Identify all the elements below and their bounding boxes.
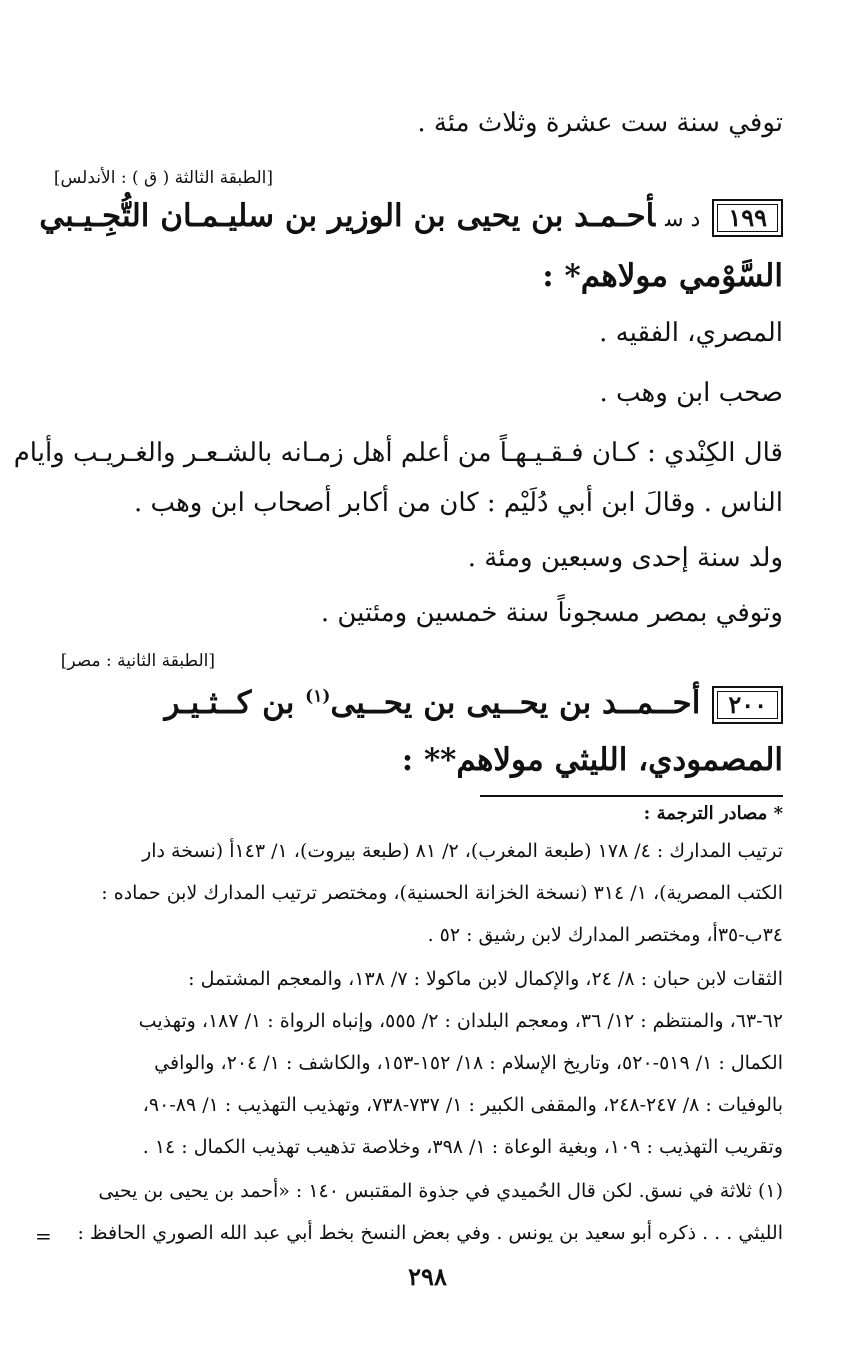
source-line: بالوفيات : ٨/ ٢٤٧-٢٤٨، والمقفى الكبير : ١/ ٧٣٧-٧٣٨، وتهذيب التهذيب : ١/ ٨٩-٩٠،: [142, 1094, 783, 1116]
source-line: الكتب المصرية)، ١/ ٣١٤ (نسخة الخزانة الحسنية)، ومختصر ترتيب المدارك لابن حماده :: [101, 882, 783, 904]
source-line: ترتيب المدارك : ٤/ ١٧٨ (طبعة المغرب)، ٢/ ٨١ (طبعة بيروت)، ١/ ١٤٣أ (نسخة دار: [142, 840, 783, 862]
text-line: قال الكِنْدي : كـان فـقـيـهـاً من أعلم أهل زمـانه بالشـعـر والغـريـب وأيام: [13, 438, 783, 468]
entry-sigla: د س: [665, 207, 701, 232]
continuation-mark: =: [35, 1224, 52, 1248]
text-line: ولد سنة إحدى وسبعين ومئة .: [467, 543, 783, 573]
text-line: الناس . وقالَ ابن أبي دُلَيْم : كان من أكابر أصحاب ابن وهب .: [134, 488, 783, 518]
text-line: توفي سنة ست عشرة وثلاث مئة .: [417, 108, 783, 138]
entry-number-box: ١٩٩: [712, 199, 783, 237]
entry-number-box: ٢٠٠: [712, 686, 783, 724]
entry-heading-cont: المصمودي، الليثي مولاهم** :: [401, 742, 783, 778]
footnote-rule: [480, 795, 783, 797]
sources-title: * مصادر الترجمة :: [643, 803, 783, 824]
entry-heading-text: بن كــثـيـر: [164, 685, 295, 721]
text-line: المصري، الفقيه .: [599, 318, 783, 348]
text-line: صحب ابن وهب .: [599, 378, 783, 408]
entry-heading: [39, 198, 783, 237]
source-line: ٦٢-٦٣، والمنتظم : ١٢/ ٣٦، ومعجم البلدان : ٢/ ٥٥٥، وإنباه الرواة : ١/ ١٨٧، وتهذيب: [138, 1010, 783, 1032]
text-line: وتوفي بمصر مسجوناً سنة خمسين ومئتين .: [320, 598, 783, 628]
footnote-ref: (١): [305, 686, 331, 707]
source-line: ٣٤ب-٣٥أ، ومختصر المدارك لابن رشيق : ٥٢ .: [427, 924, 783, 946]
entry-heading-cont: السَّوْمي مولاهم* :: [542, 258, 783, 294]
source-line: الثقات لابن حبان : ٨/ ٢٤، والإكمال لابن ماكولا : ٧/ ١٣٨، والمعجم المشتمل :: [188, 968, 783, 990]
entry-heading-text: أحــمــد بن يحــيى بن يحــيى: [330, 685, 701, 721]
footnote-line: (١) ثلاثة في نسق. لكن قال الحُميدي في جذوة المقتبس ١٤٠ : «أحمد بن يحيى بن يحيى: [98, 1180, 783, 1202]
tabaqa-tag: [الطبقة الثالثة ( ق ) : الأندلس]: [53, 168, 273, 188]
source-line: الكمال : ١/ ٥١٩-٥٢٠، وتاريخ الإسلام : ١٨/ ١٥٢-١٥٣، والكاشف : ١/ ٢٠٤، والوافي: [154, 1052, 783, 1074]
entry-heading-text: أحـمـد بن يحيى بن الوزير بن سليـمـان التُّجِـيـبي: [39, 198, 656, 234]
page-number: ٢٩٨: [408, 1262, 447, 1291]
entry-heading: [60, 685, 783, 724]
footnote-line: الليثي . . . ذكره أبو سعيد بن يونس . وفي بعض النسخ بخط أبي عبد الله الصوري الحافظ :: [77, 1222, 783, 1244]
tabaqa-tag: [الطبقة الثانية : مصر]: [60, 651, 215, 671]
source-line: وتقريب التهذيب : ١٠٩، وبغية الوعاة : ١/ ٣٩٨، وخلاصة تذهيب تهذيب الكمال : ١٤ .: [142, 1136, 783, 1158]
